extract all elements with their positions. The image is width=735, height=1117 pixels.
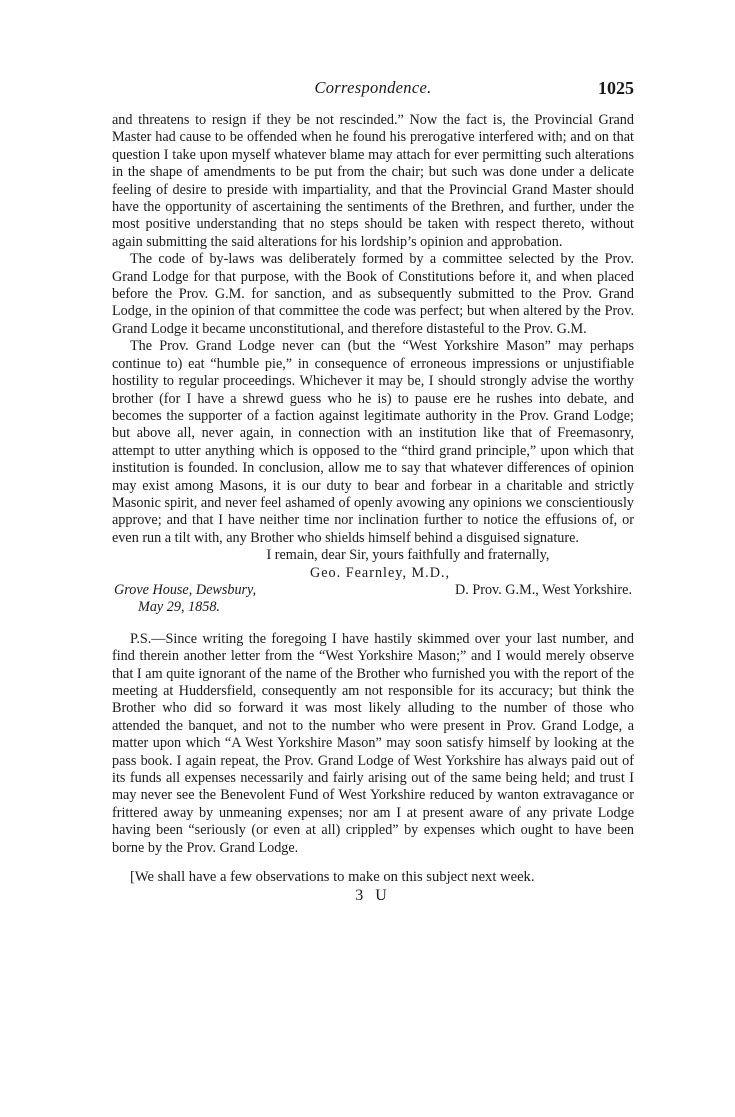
signature-date-line bbox=[112, 599, 634, 616]
paragraph-1: and threatens to resign if they be not rescinded.” Now the fact is, the Provincial Grand Master had cause to be offended when he found his prerogative interfered with; and on that question I take upon myself whatever blame may attach for ever permitting such alterations in the shape of amendments to be put from the chair; but such was done under a delicate feeling of desire to preside with impartiality, and that the Provincial Grand Master should have the opportunity of ascertaining the sentiments of the Brethren, and further, under the most positive understanding that no steps should be taken with respect thereto, without again submitting the said alterations for his lordship’s opinion and approbation. bbox=[112, 112, 634, 250]
printer-signature-mark: 3 U bbox=[355, 887, 391, 905]
signature-title: D. Prov. G.M., West Yorkshire. bbox=[454, 581, 632, 598]
editor-note: [We shall have a few observations to make on this subject next week. bbox=[130, 869, 535, 886]
running-title: Correspondence. bbox=[314, 78, 432, 97]
signature-place-line bbox=[112, 582, 634, 599]
signature-date: May 29, 1858. bbox=[138, 599, 220, 616]
signature-name: Geo. Fearnley, M.D., bbox=[310, 564, 451, 581]
closing-line: I remain, dear Sir, yours faithfully and fraternally, bbox=[266, 547, 550, 564]
paragraph-2: The code of by-laws was deliberately formed by a committee selected by the Prov. Grand Lodge for that purpose, with the Book of Constitutions before it, and when placed before the Prov. G.M. for sanction, and as subsequently submitted to the Prov. Grand Lodge, in the opinion of that committee the code was perfect; but when altered by the Prov. Grand Lodge it became unconstitutional, and therefore distasteful to the Prov. G.M. bbox=[112, 251, 634, 337]
signature-name-line bbox=[112, 565, 634, 582]
page-header bbox=[112, 78, 634, 102]
letter-body bbox=[112, 112, 634, 905]
page-number: 1025 bbox=[598, 78, 634, 98]
signature-place: Grove House, Dewsbury, bbox=[114, 581, 257, 598]
paragraph-3: The Prov. Grand Lodge never can (but the “West Yorkshire Mason” may perhaps continue to) eat “humble pie,” in consequence of erroneous impressions or unjustifiable hostility to regular proceedings. Whichever it may be, I should strongly advise the worthy brother (for I have a shrewd guess who he is) to pause ere he rushes into debate, and becomes the supporter of a faction against legitimate authority in the Prov. Grand Lodge; but above all, never again, in connection with an institution like that of Freemasonry, attempt to utter anything which is opposed to the “third grand principle,” upon which that institution is founded. In conclusion, allow me to say that whatever differences of opinion may exist among Masons, it is our duty to bear and forbear in a charitable and strictly Masonic spirit, and never feel ashamed of openly avowing any opinions we conscientiously approve; and that I have neither time nor inclination further to notice the effusions of, or even run a tilt with, any Brother who shields himself behind a disguised signature. bbox=[112, 338, 634, 546]
postscript: P.S.—Since writing the foregoing I have hastily skimmed over your last number, and find therein another letter from the “West Yorkshire Mason;” and I would merely observe that I am quite ignorant of the name of the Brother who furnished you with the report of the meeting at Huddersfield, consequently am not responsible for its accuracy; but think the Brother who did so forward it was most likely alluding to the number of those who attended the banquet, and not to the number who were present in Prov. Grand Lodge, a matter upon which “A West Yorkshire Mason” may soon satisfy himself by looking at the pass book. I again repeat, the Prov. Grand Lodge of West Yorkshire has always paid out of its funds all expenses necessarily and fairly arising out of the same being held; and trust I may never see the Benevolent Fund of West Yorkshire reduced by wanton extravagance or frittered away by unmeaning expenses; nor am I at present aware of any private Lodge having been “seriously (or even at all) crippled” by expenses which ought to have been borne by the Prov. Grand Lodge. bbox=[112, 630, 634, 856]
